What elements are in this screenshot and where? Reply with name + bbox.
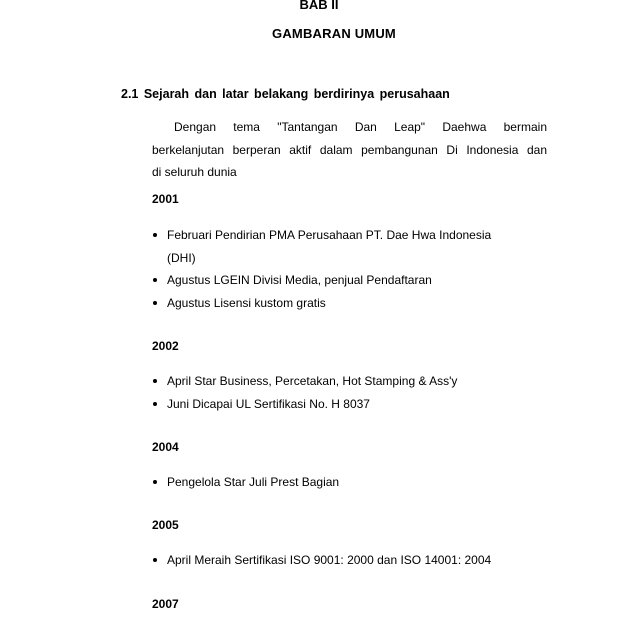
list-item — [152, 292, 552, 315]
chapter-title: GAMBARAN UMUM — [272, 26, 396, 41]
year-heading: 2004 — [152, 440, 179, 454]
list-item-text: Agustus Lisensi kustom gratis — [167, 295, 326, 310]
list-item-text: Pengelola Star Juli Prest Bagian — [167, 475, 340, 489]
year-list — [152, 370, 552, 415]
paragraph-line: berkelanjutan berperan aktif dalam pembangunan Di Indonesia dan — [152, 142, 547, 157]
section-heading: 2.1 Sejarah dan latar belakang berdirinya perusahaan — [121, 87, 450, 101]
year-list — [152, 471, 552, 494]
chapter-label: BAB II — [299, 0, 339, 12]
list-item — [152, 393, 552, 416]
list-item — [152, 370, 552, 393]
list-item — [152, 224, 552, 269]
year-heading: 2005 — [152, 518, 179, 532]
list-item-continuation: (DHI) — [167, 250, 196, 265]
list-item-text: Agustus LGEIN Divisi Media, penjual Pendaftaran — [167, 273, 432, 287]
year-heading: 2001 — [152, 192, 179, 206]
year-heading: 2002 — [152, 339, 179, 353]
list-item — [152, 471, 552, 494]
paragraph-line: Dengan tema "Tantangan Dan Leap" Daehwa bermain — [174, 120, 547, 134]
paragraph-line: di seluruh dunia — [152, 165, 237, 179]
list-item-text: Februari Pendirian PMA Perusahaan PT. Dae Hwa Indonesia — [167, 228, 492, 242]
list-item — [152, 269, 552, 292]
year-heading: 2007 — [152, 597, 179, 611]
list-item — [152, 549, 552, 572]
year-list — [152, 549, 552, 572]
list-item-text: April Meraih Sertifikasi ISO 9001: 2000 dan ISO 14001: 2004 — [167, 553, 492, 567]
list-item-text: Juni Dicapai UL Sertifikasi No. H 8037 — [167, 396, 370, 411]
list-item-text: April Star Business, Percetakan, Hot Stamping & Ass'y — [167, 374, 458, 388]
intro-paragraph — [152, 116, 547, 184]
year-list — [152, 224, 552, 314]
